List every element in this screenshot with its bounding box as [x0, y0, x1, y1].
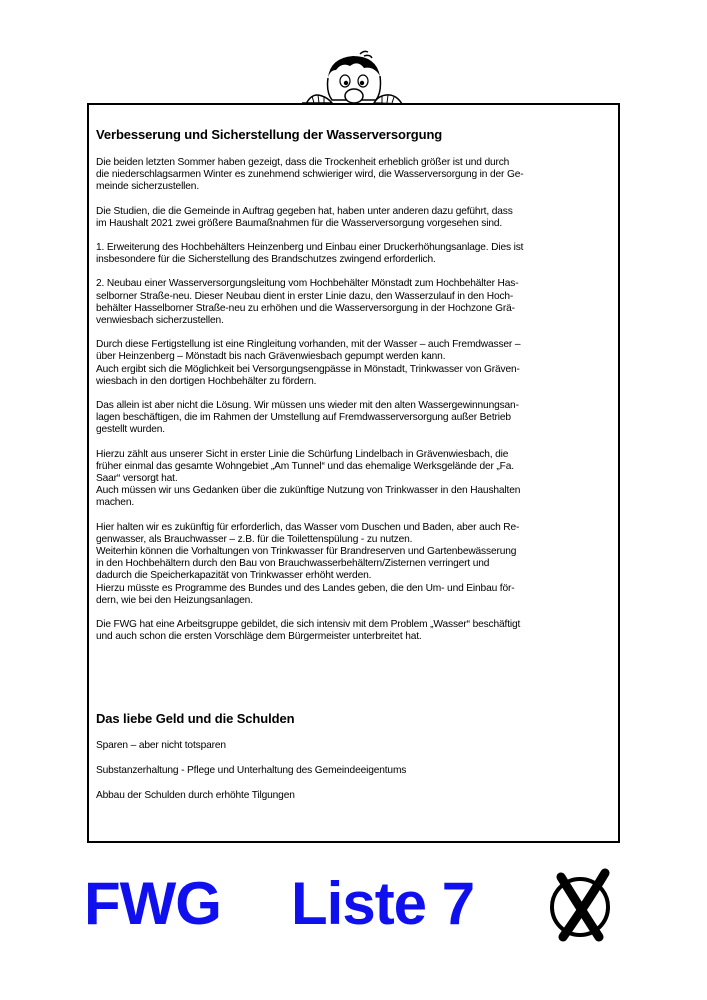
section-heading-water: Verbesserung und Sicherstellung der Wasserversorgung: [96, 127, 443, 142]
text-line: 1. Erweiterung des Hochbehälters Heinzenberg und Einbau einer Druckerhöhungsanlage. Dies ist: [96, 242, 524, 254]
text-line: machen.: [96, 497, 135, 509]
text-line: früher einmal das gesamte Wohngebiet „Am Tunnel“ und das ehemalige Werksgelände der „Fa.: [96, 460, 514, 472]
section-money: [96, 711, 614, 816]
text-line: selborner Straße-neu. Dieser Neubau dient in erster Linie dazu, den Wasserzulauf in den Hoch-: [96, 290, 514, 302]
text-line: die niederschlagsarmen Winter es zunehmend schwieriger wird, die Wasserversorgung in der Ge-: [96, 169, 524, 181]
section-water: [96, 127, 614, 656]
ballot-cross-icon: [547, 863, 617, 943]
money-item: Abbau der Schulden durch erhöhte Tilgungen: [96, 790, 295, 802]
body-paragraph: [96, 339, 614, 388]
body-paragraph: [96, 206, 614, 230]
text-line: behälter Hasselborner Straße-neu zu erhöhen und die Wasserversorgung in der Hochzone Grä-: [96, 302, 515, 314]
text-line: 2. Neubau einer Wasserversorgungsleitung vom Hochbehälter Mönstadt zum Hochbehälter Has-: [96, 278, 519, 290]
text-line: meinde sicherzustellen.: [96, 181, 200, 193]
text-line: Hier halten wir es zukünftig für erforderlich, das Wasser vom Duschen und Baden, aber auch Re-: [96, 521, 520, 533]
text-line: Die FWG hat eine Arbeitsgruppe gebildet, die sich intensiv mit dem Problem „Wasser“ beschäftigt: [96, 619, 521, 631]
text-line: Hierzu zählt aus unserer Sicht in erster Linie die Schürfung Lindelbach in Grävenwiesbach, die: [96, 448, 509, 460]
text-line: wiesbach in den dortigen Hochbehälter zu fördern.: [96, 375, 317, 387]
text-line: Durch diese Fertigstellung ist eine Ringleitung vorhanden, mit der Wasser – auch Fremdwasser –: [96, 339, 521, 351]
party-name: FWG: [84, 870, 221, 937]
text-line: venwiesbach sicherzustellen.: [96, 315, 224, 327]
paragraph-list: [96, 157, 614, 644]
list-number: Liste 7: [291, 870, 475, 937]
text-line: in den Hochbehältern durch den Bau von Brauchwasserbehältern/Zisternen verringert und: [96, 558, 490, 570]
text-line: Die Studien, die die Gemeinde in Auftrag gegeben hat, haben unter anderen dazu geführt, dass: [96, 205, 513, 217]
text-line: und auch schon die ersten Vorschläge dem Bürgermeister unterbreitet hat.: [96, 631, 422, 643]
text-line: Weiterhin können die Vorhaltungen von Trinkwasser für Brandreserven und Gartenbewässerung: [96, 546, 517, 558]
money-item: Sparen – aber nicht totsparen: [96, 740, 226, 751]
text-line: Saar“ versorgt hat.: [96, 473, 178, 485]
text-line: insbesondere für die Sicherstellung des Brandschutzes zwingend erforderlich.: [96, 254, 436, 266]
text-line: Hierzu müsste es Programme des Bundes und des Landes geben, die den Um- und Einbau för-: [96, 582, 515, 594]
text-line: dern, wie bei den Heizungsanlagen.: [96, 594, 253, 606]
money-item: Substanzerhaltung - Pflege und Unterhaltung des Gemeindeeigentums: [96, 765, 407, 777]
text-line: Die beiden letzten Sommer haben gezeigt, dass die Trockenheit erheblich größer ist und durch: [96, 157, 510, 168]
body-paragraph: [96, 157, 614, 194]
body-paragraph: [96, 619, 614, 643]
text-line: Auch müssen wir uns Gedanken über die zukünftige Nutzung von Trinkwasser in den Haushalten: [96, 485, 521, 497]
section-heading-money: Das liebe Geld und die Schulden: [96, 711, 295, 726]
body-paragraph: [96, 400, 614, 437]
text-line: Das allein ist aber nicht die Lösung. Wir müssen uns wieder mit den alten Wassergewinnungsan-: [96, 400, 519, 412]
text-line: genwasser, als Brauchwasser – z.B. für die Toilettenspülung - zu nutzen.: [96, 533, 413, 545]
text-line: Auch ergibt sich die Möglichkeit bei Versorgungsengpässe in Mönstadt, Trinkwasser von Gräven-: [96, 363, 520, 375]
text-line: im Haushalt 2021 zwei größere Baumaßnahmen für die Wasserversorgung vorgesehen sind.: [96, 217, 503, 229]
body-paragraph: [96, 278, 614, 327]
text-line: lagen beschäftigen, die im Rahmen der Umstellung auf Fremdwasserversorgung außer Betrieb: [96, 412, 511, 424]
body-paragraph: [96, 449, 614, 510]
text-line: gestellt wurden.: [96, 424, 165, 436]
body-paragraph: [96, 522, 614, 607]
body-paragraph: [96, 242, 614, 266]
text-line: dadurch die Speicherkapazität von Trinkwasser erhöht werden.: [96, 570, 372, 582]
text-line: über Heinzenberg – Mönstadt bis nach Grävenwiesbach gepumpt werden kann.: [96, 351, 446, 363]
